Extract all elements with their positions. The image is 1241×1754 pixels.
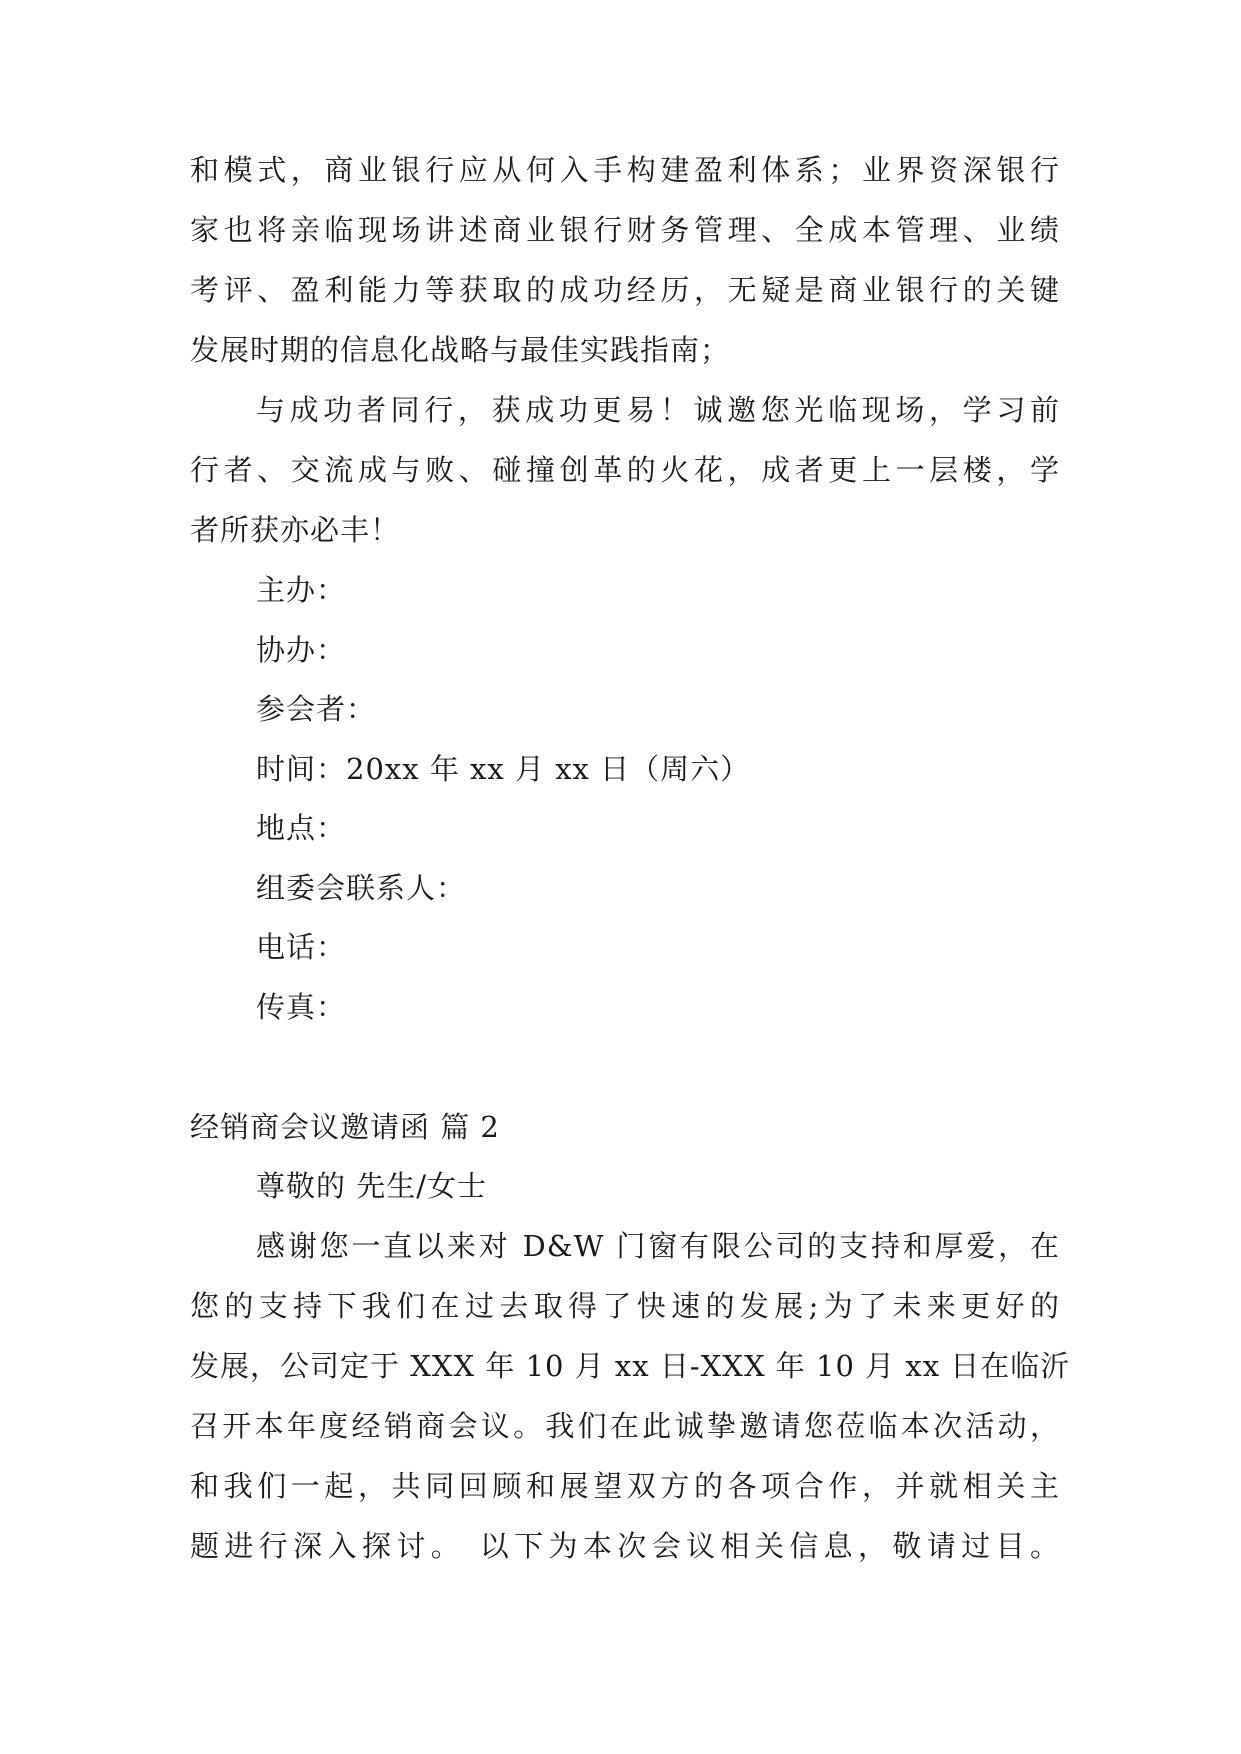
paragraph-line: 考评、盈利能力等获取的成功经历，无疑是商业银行的关键 — [190, 273, 1060, 307]
paragraph-line: 召开本年度经销商会议。我们在此诚挚邀请您莅临本次活动， — [190, 1409, 1060, 1443]
paragraph-line: 感谢您一直以来对 D&W 门窗有限公司的支持和厚爱，在 — [256, 1229, 1060, 1263]
paragraph-line: 者所获亦必丰！ — [190, 513, 401, 547]
co-organizer-label: 协办： — [256, 633, 347, 667]
salutation: 尊敬的 先生/女士 — [256, 1169, 487, 1203]
paragraph-line: 题进行深入探讨。 以下为本次会议相关信息，敬请过目。 — [190, 1529, 1060, 1563]
paragraph-line: 发展时期的信息化战略与最佳实践指南； — [190, 333, 731, 367]
participants-label: 参会者： — [256, 692, 377, 726]
contact-label: 组委会联系人： — [256, 871, 467, 905]
fax-label: 传真： — [256, 990, 347, 1024]
paragraph-line: 与成功者同行，获成功更易！诚邀您光临现场，学习前 — [256, 393, 1060, 427]
paragraph-line: 家也将亲临现场讲述商业银行财务管理、全成本管理、业绩 — [190, 213, 1060, 247]
phone-label: 电话： — [256, 930, 347, 964]
section-heading: 经销商会议邀请函 篇 2 — [190, 1110, 500, 1144]
location-label: 地点： — [256, 811, 347, 845]
paragraph-line: 和模式，商业银行应从何入手构建盈利体系；业界资深银行 — [190, 153, 1060, 187]
time-label: 时间：20xx 年 xx 月 xx 日（周六） — [256, 752, 751, 786]
paragraph-line: 行者、交流成与败、碰撞创革的火花，成者更上一层楼，学 — [190, 453, 1060, 487]
paragraph-line: 和我们一起，共同回顾和展望双方的各项合作，并就相关主 — [190, 1469, 1060, 1503]
paragraph-line: 您的支持下我们在过去取得了快速的发展;为了未来更好的 — [190, 1289, 1060, 1323]
organizer-label: 主办： — [256, 573, 347, 607]
paragraph-line: 发展，公司定于 XXX 年 10 月 xx 日-XXX 年 10 月 xx 日在临沂 — [190, 1349, 1071, 1383]
